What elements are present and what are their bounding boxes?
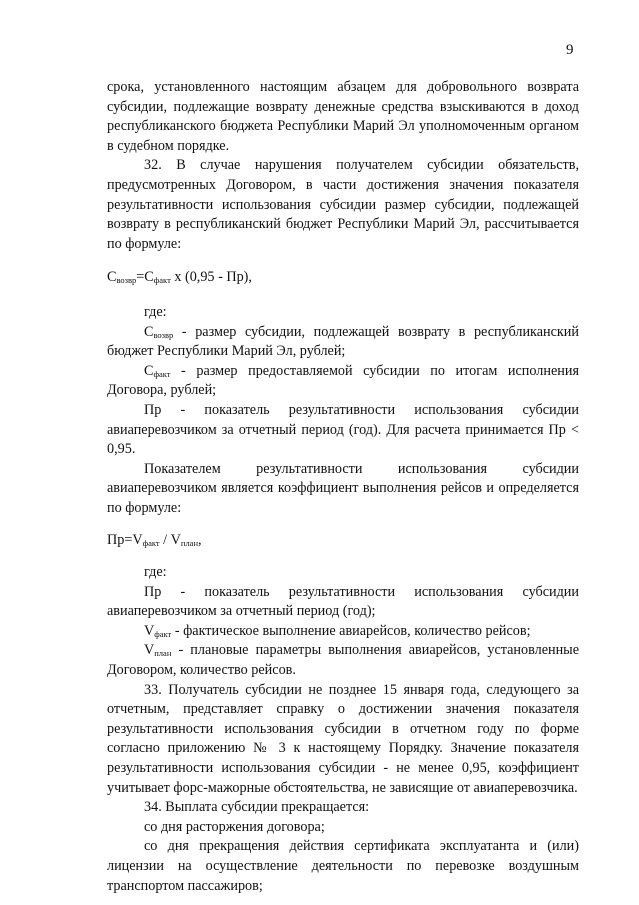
document-body bbox=[107, 78, 579, 896]
paragraph-refund-procedure: срока, установленного настоящим абзацем для добровольного возврата субсидии, подлежащие возврату денежные средства взыскиваются в доход республиканского бюджета Республики Марий Эл уполномоченным органом в судебном порядке. bbox=[107, 79, 579, 154]
paragraph-34: 34. Выплата субсидии прекращается: bbox=[144, 799, 370, 816]
list-item-certificate: со дня прекращения действия сертификата эксплуатанта и (или) лицензии на осуществление деятельности по перевозке воздушным транспортом пассажиров; bbox=[107, 838, 579, 894]
definition-text: - плановые параметры выполнения авиарейсов, установленные Договором, количество рейсов. bbox=[107, 642, 579, 679]
definition-pr-2: Пр - показатель результативности использования субсидии авиаперевозчиком за отчетный период (год); bbox=[107, 583, 579, 620]
formula-symbol: С bbox=[107, 269, 117, 286]
formula-rest: х (0,95 - Пр), bbox=[170, 269, 252, 286]
definition-c-vozvr bbox=[107, 323, 579, 362]
paragraph-32: 32. В случае нарушения получателем субсидии обязательств, предусмотренных Договором, в части достижения значения показателя результативности использования субсидии размер субсидии, подлежащей возврату в республиканский бюджет Республики Марий Эл, рассчитывается по формуле: bbox=[107, 157, 579, 252]
definition-subscript: факт bbox=[153, 368, 171, 379]
formula-mid: / V bbox=[159, 532, 181, 549]
formula-refund bbox=[107, 268, 579, 288]
formula-subscript: факт bbox=[153, 275, 171, 286]
definition-text: - размер субсидии, подлежащей возврату в республиканский бюджет Республики Марий Эл, рублей; bbox=[107, 323, 579, 360]
definition-v-plan bbox=[107, 641, 579, 680]
definition-pr: Пр - показатель результативности использования субсидии авиаперевозчиком за отчетный период (год). Для расчета принимается Пр < 0,95. bbox=[107, 401, 579, 458]
paragraph-33: 33. Получатель субсидии не позднее 15 января года, следующего за отчетным, представляет справку о достижении значения показателя результативности использования субсидии в отчетном году по форме согласно приложению № 3 к настоящему Порядку. Значение показателя результативности использования субсидии - не менее 0,95, коэффициент учитывает форс-мажорные обстоятельства, не зависящие от авиаперевозчика. bbox=[107, 681, 579, 796]
page-number: 9 bbox=[566, 42, 574, 58]
formula-equals: =С bbox=[136, 269, 154, 286]
formula-indicator bbox=[107, 531, 579, 551]
definition-subscript: план bbox=[154, 648, 172, 659]
definition-text: - размер предоставляемой субсидии по итогам исполнения Договора, рублей; bbox=[107, 362, 579, 399]
definition-text: - фактическое выполнение авиарейсов, количество рейсов; bbox=[171, 622, 531, 639]
definition-subscript: возвр bbox=[153, 329, 174, 340]
formula-lhs: Пр=V bbox=[107, 532, 143, 549]
formula-subscript: план bbox=[180, 538, 199, 549]
definition-symbol: V bbox=[144, 622, 155, 639]
definition-c-fakt bbox=[107, 362, 579, 401]
definition-symbol: С bbox=[144, 323, 154, 340]
definition-symbol: С bbox=[144, 362, 154, 379]
list-item-termination: со дня расторжения договора; bbox=[144, 818, 325, 835]
formula-subscript: факт bbox=[142, 538, 160, 549]
definition-symbol: V bbox=[144, 642, 155, 659]
where-label: где: bbox=[144, 564, 167, 581]
paragraph-indicator: Показателем результативности использования субсидии авиаперевозчиком является коэффициент выполнения рейсов и определяется по формуле: bbox=[107, 460, 579, 516]
definition-v-fakt bbox=[107, 622, 579, 642]
formula-subscript: возвр bbox=[116, 275, 137, 286]
where-label: где: bbox=[144, 303, 167, 320]
definition-subscript: факт bbox=[154, 628, 172, 639]
formula-end: , bbox=[198, 532, 202, 549]
